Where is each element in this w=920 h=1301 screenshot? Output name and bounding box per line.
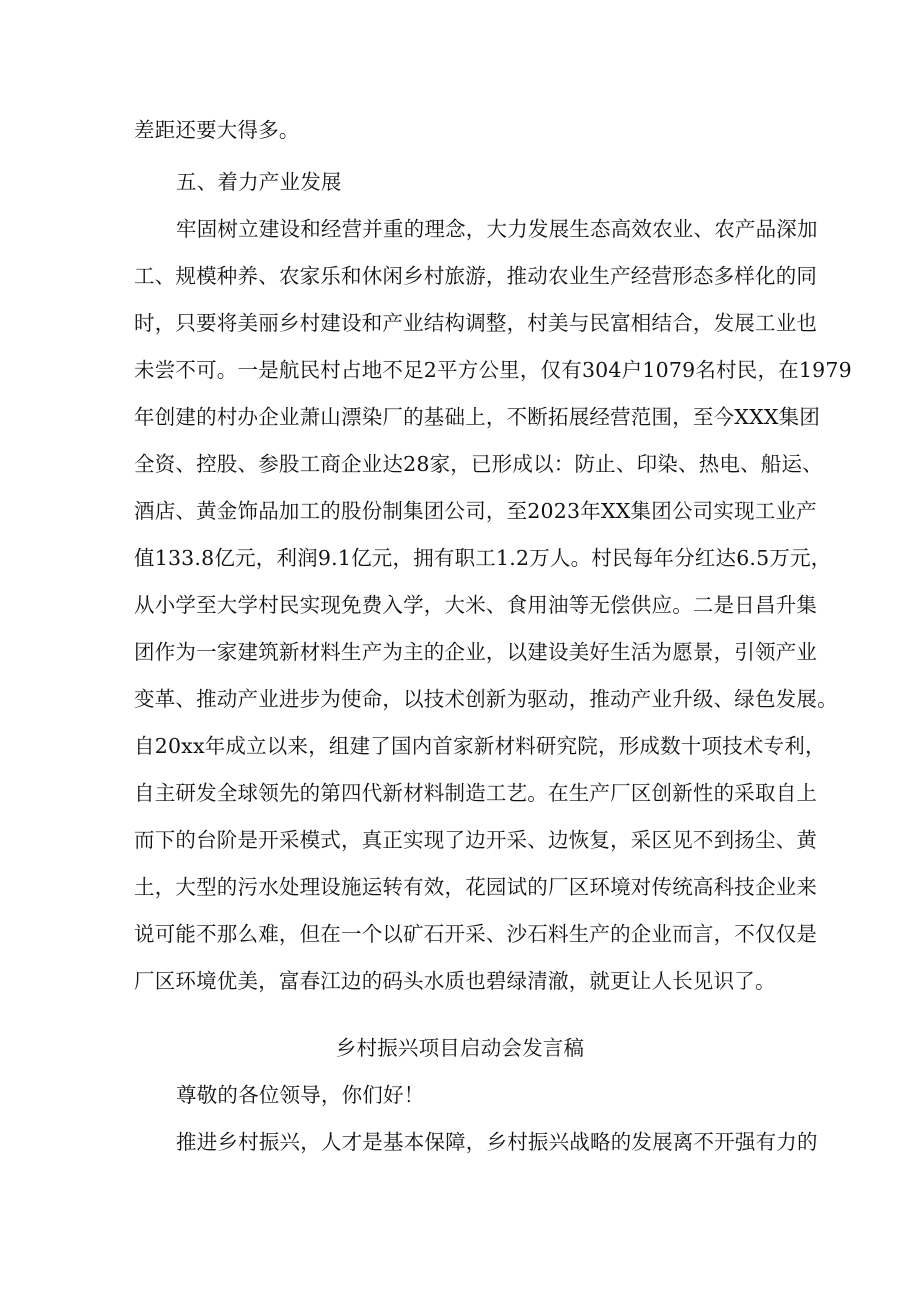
- paragraph-line: 说可能不那么难，但在一个以矿石开采、沙石料生产的企业而言，不仅仅是: [134, 922, 818, 946]
- paragraph-line: 酒店、黄金饰品加工的股份制集团公司，至2023年XX集团公司实现工业产: [134, 499, 817, 523]
- paragraph-line: 值133.8亿元，利润9.1亿元，拥有职工1.2万人。村民每年分红达6.5万元，: [134, 546, 832, 570]
- paragraph-line: 年创建的村办企业萧山漂染厂的基础上，不断拓展经营范围，至今XXX集团: [134, 405, 821, 429]
- paragraph-line: 土，大型的污水处理设施运转有效，花园试的厂区环境对传统高科技企业来: [134, 875, 818, 899]
- section-heading: 五、着力产业发展: [176, 170, 342, 194]
- paragraph-line: 从小学至大学村民实现免费入学，大米、食用油等无偿供应。二是日昌升集: [134, 593, 818, 617]
- speech-title: 乡村振兴项目启动会发言稿: [335, 1036, 585, 1060]
- salutation: 尊敬的各位领导，你们好！: [176, 1083, 425, 1107]
- paragraph-line: 工、规模种养、农家乐和休闲乡村旅游，推动农业生产经营形态多样化的同: [134, 264, 818, 288]
- paragraph-line: 团作为一家建筑新材料生产为主的企业，以建设美好生活为愿景，引领产业: [134, 640, 818, 664]
- paragraph-line: 未尝不可。一是航民村占地不足2平方公里，仅有304户1079名村民，在1979: [134, 358, 852, 382]
- paragraph-line: 而下的台阶是开采模式，真正实现了边开采、边恢复，采区见不到扬尘、黄: [134, 828, 818, 852]
- paragraph-line: 时，只要将美丽乡村建设和产业结构调整，村美与民富相结合，发展工业也: [134, 311, 818, 335]
- lead-line: 差距还要大得多。: [134, 118, 300, 142]
- paragraph-line: 自主研发全球领先的第四代新材料制造工艺。在生产厂区创新性的采取自上: [134, 781, 818, 805]
- paragraph-line: 自20xx年成立以来，组建了国内首家新材料研究院，形成数十项技术专利，: [134, 734, 826, 758]
- paragraph-line: 变革、推动产业进步为使命，以技术创新为驱动，推动产业升级、绿色发展。: [134, 687, 838, 711]
- speech-first-line: 推进乡村振兴，人才是基本保障，乡村振兴战略的发展离不开强有力的: [176, 1130, 818, 1154]
- paragraph-line: 全资、控股、参股工商企业达28家，已形成以：防止、印染、热电、船运、: [134, 452, 823, 476]
- paragraph-line: 牢固树立建设和经营并重的理念，大力发展生态高效农业、农产品深加: [176, 217, 818, 241]
- paragraph-line: 厂区环境优美，富春江边的码头水质也碧绿清澈，就更让人长见识了。: [134, 969, 776, 993]
